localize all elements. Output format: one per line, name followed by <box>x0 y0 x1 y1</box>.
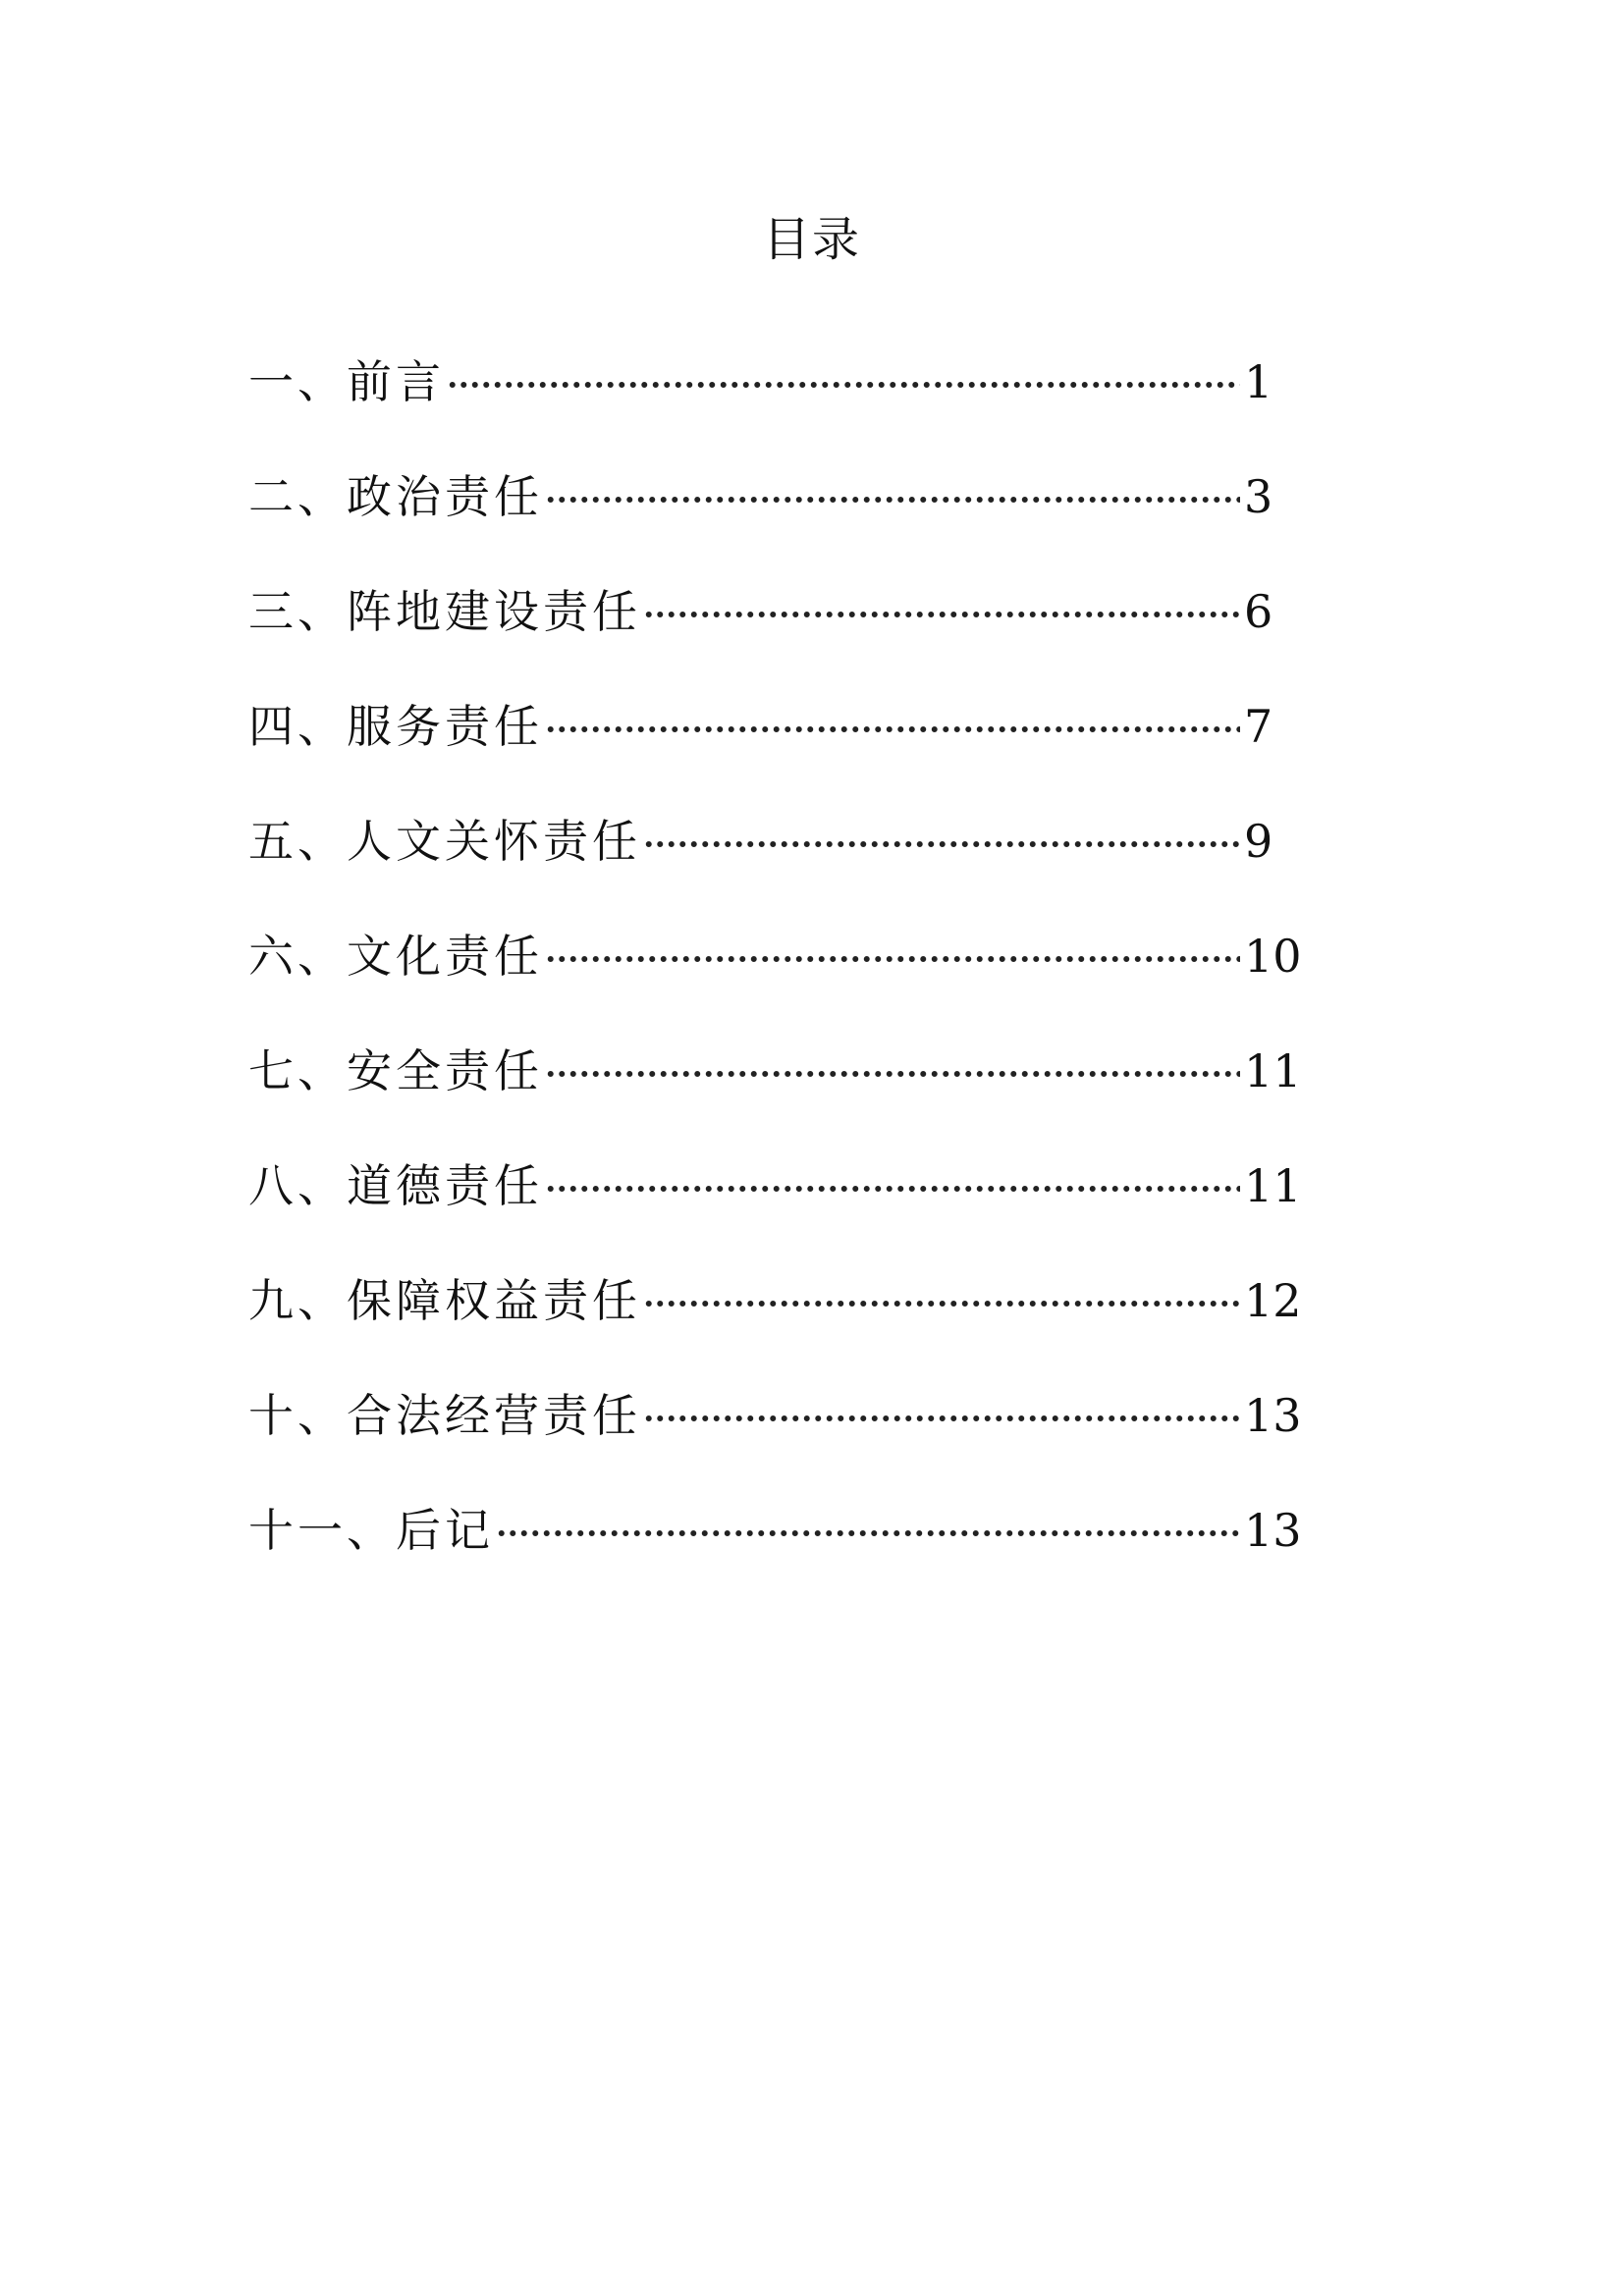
toc-entry-label: 三、阵地建设责任 <box>248 584 641 638</box>
toc-entry-page-number: 6 <box>1244 584 1273 638</box>
toc-entry-label: 七、安全责任 <box>248 1043 543 1097</box>
dot-leader <box>643 1415 1240 1422</box>
dot-leader <box>643 1300 1240 1308</box>
toc-entry-page-number: 11 <box>1244 1158 1302 1212</box>
toc-entry-8 <box>248 1128 1338 1243</box>
dot-leader <box>496 1529 1240 1537</box>
toc-entry-page-number: 10 <box>1244 929 1302 983</box>
toc-entry-2 <box>248 439 1338 554</box>
toc-entry-page-number: 11 <box>1244 1043 1302 1097</box>
toc-entry-label: 一、前言 <box>248 354 445 408</box>
toc-entry-6 <box>248 898 1338 1013</box>
toc-entry-7 <box>248 1013 1338 1128</box>
toc-entry-label: 十、合法经营责任 <box>248 1388 641 1442</box>
dot-leader <box>545 725 1240 733</box>
toc-entry-label: 二、政治责任 <box>248 469 543 523</box>
toc-entry-label: 九、保障权益责任 <box>248 1273 641 1327</box>
toc-entry-11 <box>248 1472 1338 1587</box>
toc-entry-label: 十一、后记 <box>248 1503 494 1557</box>
toc-entry-label: 四、服务责任 <box>248 699 543 753</box>
dot-leader <box>545 496 1240 504</box>
toc-entry-label: 五、人文关怀责任 <box>248 814 641 868</box>
dot-leader <box>545 955 1240 963</box>
toc-entry-10 <box>248 1358 1338 1472</box>
toc-entry-3 <box>248 554 1338 668</box>
toc-entry-5 <box>248 783 1338 898</box>
dot-leader <box>447 381 1240 389</box>
toc-entry-page-number: 3 <box>1244 469 1273 523</box>
toc-entry-page-number: 7 <box>1244 699 1273 753</box>
dot-leader <box>643 840 1240 848</box>
toc-entry-label: 六、文化责任 <box>248 929 543 983</box>
dot-leader <box>545 1185 1240 1193</box>
toc-title: 目录 <box>762 212 861 267</box>
toc-entry-1 <box>248 324 1338 439</box>
table-of-contents <box>248 324 1338 1587</box>
toc-entry-9 <box>248 1243 1338 1358</box>
dot-leader <box>545 1070 1240 1078</box>
toc-entry-page-number: 9 <box>1244 814 1273 868</box>
toc-entry-page-number: 13 <box>1244 1388 1302 1442</box>
toc-entry-page-number: 13 <box>1244 1503 1302 1557</box>
toc-entry-4 <box>248 668 1338 783</box>
toc-entry-page-number: 12 <box>1244 1273 1302 1327</box>
toc-entry-page-number: 1 <box>1244 354 1273 408</box>
dot-leader <box>643 611 1240 618</box>
toc-entry-label: 八、道德责任 <box>248 1158 543 1212</box>
